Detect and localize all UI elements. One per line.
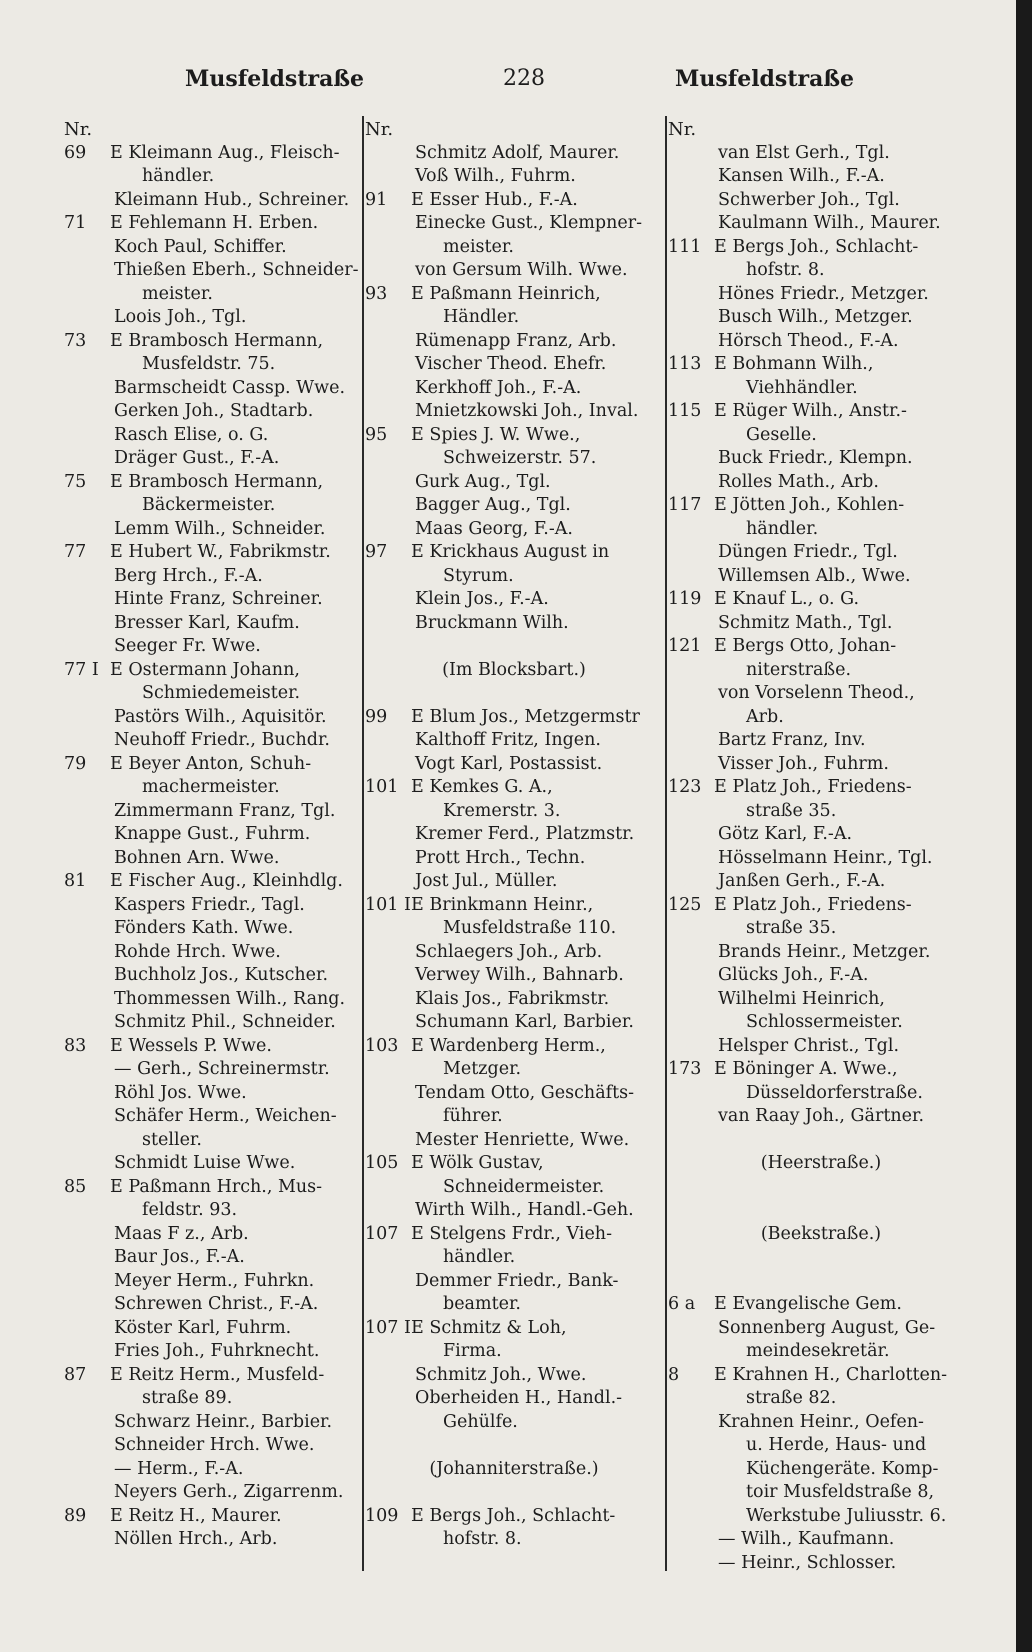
house-entry	[365, 189, 663, 213]
owner-entry: E Stelgens Frdr., Vieh-	[411, 1223, 612, 1244]
resident-entry: Loois Joh., Tgl.	[114, 307, 247, 327]
owner-entry: E Krickhaus August in	[411, 542, 610, 562]
directory-column-3	[668, 118, 974, 1575]
owner-entry: E Bergs Joh., Schlacht-	[411, 1505, 616, 1526]
house-entry	[64, 753, 360, 777]
resident-entry: Maas F z., Arb.	[114, 1223, 249, 1244]
house-number: 113	[668, 354, 702, 374]
owner-entry: E Brambosch Hermann,	[110, 471, 324, 492]
house-entry	[668, 1364, 974, 1388]
house-number: 99	[365, 706, 388, 727]
house-entry	[365, 1035, 663, 1059]
owner-entry: E Reitz Herm., Musfeld-	[110, 1364, 325, 1385]
resident-entry: — Herm., F.-A.	[114, 1458, 244, 1479]
resident-entry: Bohnen Arn. Wwe.	[114, 847, 280, 868]
resident-entry: Lemm Wilh., Schneider.	[114, 518, 326, 539]
house-entry	[64, 471, 360, 495]
owner-entry: E Fischer Aug., Kleinhdlg.	[110, 871, 343, 891]
owner-entry: E Bergs Joh., Schlacht-	[714, 236, 919, 257]
house-entry	[365, 1152, 663, 1176]
resident-entry: Dräger Gust., F.-A.	[114, 448, 280, 468]
resident-entry: Seeger Fr. Wwe.	[114, 636, 261, 656]
resident-entry: Hinte Franz, Schreiner.	[114, 589, 323, 609]
house-number: 111	[668, 236, 702, 257]
owner-entry: E Schmitz & Loh,	[411, 1317, 567, 1338]
directory-column-1	[64, 118, 360, 1552]
resident-entry: Schwerber Joh., Tgl.	[718, 189, 900, 210]
house-entry	[668, 494, 974, 518]
house-number: 103	[365, 1035, 399, 1056]
entry-continuation: Händler.	[443, 307, 520, 327]
resident-entry: Neyers Gerh., Zigarrenm.	[114, 1482, 344, 1502]
resident-entry: Koch Paul, Schiffer.	[114, 236, 287, 257]
house-entry	[365, 424, 663, 448]
entry-continuation: toir Musfeldstraße 8,	[746, 1482, 935, 1502]
spacer	[668, 1270, 974, 1294]
house-entry	[64, 330, 360, 354]
resident-entry: Oberheiden H., Handl.-	[415, 1388, 623, 1408]
house-number: 101	[365, 777, 399, 797]
house-number: 123	[668, 777, 702, 797]
resident-entry: — Wilh., Kaufmann.	[718, 1529, 895, 1549]
house-entry	[64, 870, 360, 894]
resident-entry: Busch Wilh., Metzger.	[718, 307, 913, 327]
house-entry	[668, 236, 974, 260]
house-number: 89	[64, 1505, 87, 1526]
resident-entry: Janßen Gerh., F.-A.	[718, 871, 886, 891]
spacer	[668, 1246, 974, 1270]
house-number: 79	[64, 753, 87, 774]
resident-entry: Baur Jos., F.-A.	[114, 1247, 245, 1267]
entry-continuation: niterstraße.	[746, 659, 852, 680]
entry-continuation: Gehülfe.	[443, 1411, 518, 1432]
entry-continuation: händler.	[142, 166, 215, 186]
resident-entry: Thießen Eberh., Schneider-	[114, 260, 359, 280]
house-entry	[64, 541, 360, 565]
column-label: Nr.	[64, 119, 93, 140]
house-entry	[668, 588, 974, 612]
house-number: 121	[668, 636, 702, 656]
resident-entry: Rasch Elise, o. G.	[114, 424, 269, 445]
spacer	[365, 1481, 663, 1505]
house-number: 85	[64, 1176, 87, 1197]
resident-entry: Kaulmann Wilh., Maurer.	[718, 213, 941, 233]
resident-entry: Thommessen Wilh., Rang.	[114, 988, 346, 1009]
owner-entry: E Böninger A. Wwe.,	[714, 1059, 898, 1079]
spacer	[365, 1434, 663, 1458]
owner-entry: E Rüger Wilh., Anstr.-	[714, 401, 907, 421]
house-entry	[668, 894, 974, 918]
spacer	[668, 1129, 974, 1153]
owner-entry: E Paßmann Hrch., Mus-	[110, 1176, 323, 1197]
resident-entry: Schumann Karl, Barbier.	[415, 1012, 634, 1032]
resident-entry: Klein Jos., F.-A.	[415, 589, 549, 609]
resident-entry: Schwarz Heinr., Barbier.	[114, 1411, 333, 1432]
resident-entry: Maas Georg, F.-A.	[415, 518, 573, 539]
resident-entry: Kremer Ferd., Platzmstr.	[415, 824, 635, 844]
resident-entry: Berg Hrch., F.-A.	[114, 565, 263, 586]
resident-entry: Schmitz Adolf, Maurer.	[415, 142, 620, 163]
resident-entry: Fries Joh., Fuhrknecht.	[114, 1341, 320, 1361]
spacer	[365, 682, 663, 706]
house-entry	[668, 400, 974, 424]
house-number: 101 I	[365, 894, 411, 915]
house-number: 95	[365, 424, 388, 445]
entry-continuation: beamter.	[443, 1294, 521, 1314]
entry-continuation: steller.	[142, 1129, 202, 1150]
house-number: 69	[64, 142, 87, 163]
owner-entry: E Kemkes G. A.,	[411, 777, 553, 797]
resident-entry: Kansen Wilh., F.-A.	[718, 166, 885, 186]
entry-continuation: straße 35.	[746, 800, 837, 821]
owner-entry: E Platz Joh., Friedens-	[714, 777, 912, 797]
owner-entry: E Wardenberg Herm.,	[411, 1035, 606, 1056]
entry-continuation: meister.	[142, 283, 213, 304]
resident-entry: Brands Heinr., Metzger.	[718, 941, 931, 962]
house-number: 77 I	[64, 659, 99, 680]
house-number: 6 a	[668, 1294, 696, 1314]
resident-entry: Klais Jos., Fabrikmstr.	[415, 988, 610, 1009]
owner-entry: E Platz Joh., Friedens-	[714, 894, 912, 915]
resident-entry: Zimmermann Franz, Tgl.	[114, 800, 336, 821]
entry-continuation: händler.	[746, 518, 819, 539]
resident-entry: Wirth Wilh., Handl.-Geh.	[415, 1200, 634, 1220]
resident-entry: Meyer Herm., Fuhrkn.	[114, 1270, 315, 1291]
house-entry	[668, 635, 974, 659]
running-head-left: Musfeldstraße	[185, 66, 365, 92]
entry-continuation: Arb.	[746, 706, 784, 727]
resident-entry: Düngen Friedr., Tgl.	[718, 542, 898, 562]
entry-continuation: meindesekretär.	[746, 1341, 890, 1361]
resident-entry: Prott Hrch., Techn.	[415, 847, 586, 868]
resident-entry: van Elst Gerh., Tgl.	[718, 142, 890, 163]
entry-continuation: Firma.	[443, 1341, 502, 1361]
resident-entry: Rümenapp Franz, Arb.	[415, 330, 617, 351]
section-heading: (Im Blocksbart.)	[442, 659, 586, 680]
owner-entry: E Bergs Otto, Johan-	[714, 636, 897, 656]
entry-continuation: Musfeldstraße 110.	[443, 918, 617, 938]
resident-entry: Mnietzkowski Joh., Inval.	[415, 401, 639, 421]
owner-entry: E Krahnen H., Charlotten-	[714, 1364, 948, 1385]
entry-continuation: machermeister.	[142, 777, 280, 797]
resident-entry: Vischer Theod. Ehefr.	[415, 354, 607, 374]
resident-entry: Schrewen Christ., F.-A.	[114, 1294, 319, 1314]
owner-entry: E Blum Jos., Metzgermstr	[411, 706, 640, 727]
resident-entry: Krahnen Heinr., Oefen-	[718, 1411, 924, 1432]
house-entry	[365, 1505, 663, 1529]
entry-continuation: Geselle.	[746, 424, 817, 445]
resident-entry: Bruckmann Wilh.	[415, 612, 569, 633]
resident-entry: Verwey Wilh., Bahnarb.	[415, 965, 624, 985]
house-number: 173	[668, 1059, 702, 1079]
house-number: 125	[668, 894, 702, 915]
resident-entry: Barmscheidt Cassp. Wwe.	[114, 377, 346, 398]
house-number: 109	[365, 1505, 399, 1526]
owner-entry: E Hubert W., Fabrikmstr.	[110, 542, 331, 562]
resident-entry: Pastörs Wilh., Aquisitör.	[114, 706, 327, 727]
owner-entry: E Knauf L., o. G.	[714, 589, 860, 609]
entry-continuation: Kremerstr. 3.	[443, 800, 561, 821]
house-number: 83	[64, 1035, 87, 1056]
house-entry	[365, 1317, 663, 1341]
entry-continuation: u. Herde, Haus- und	[746, 1435, 927, 1455]
entry-continuation: Werkstube Juliusstr. 6.	[746, 1505, 947, 1526]
resident-entry: van Raay Joh., Gärtner.	[718, 1106, 925, 1126]
resident-entry: Schneider Hrch. Wwe.	[114, 1435, 315, 1455]
owner-entry: E Reitz H., Maurer.	[110, 1505, 282, 1526]
entry-continuation: führer.	[443, 1106, 503, 1126]
owner-entry: E Beyer Anton, Schuh-	[110, 753, 312, 774]
resident-entry: Hönes Friedr., Metzger.	[718, 283, 929, 304]
resident-entry: Willemsen Alb., Wwe.	[718, 565, 911, 586]
owner-entry: E Kleimann Aug., Fleisch-	[110, 142, 340, 163]
page-edge	[1016, 0, 1032, 1652]
owner-entry: E Paßmann Heinrich,	[411, 283, 601, 304]
entry-continuation: hofstr. 8.	[746, 260, 825, 280]
resident-entry: Schmitz Math., Tgl.	[718, 612, 893, 633]
owner-entry: E Jötten Joh., Kohlen-	[714, 495, 905, 515]
house-number: 87	[64, 1364, 87, 1385]
resident-entry: Kalthoff Fritz, Ingen.	[415, 730, 601, 750]
house-entry	[668, 1058, 974, 1082]
house-number: 71	[64, 213, 87, 233]
entry-continuation: Küchengeräte. Komp-	[746, 1458, 939, 1479]
house-entry	[365, 894, 663, 918]
house-entry	[64, 1505, 360, 1529]
owner-entry: E Wölk Gustav,	[411, 1153, 544, 1173]
house-entry	[64, 1035, 360, 1059]
entry-continuation: Styrum.	[443, 565, 514, 586]
entry-continuation: händler.	[443, 1247, 516, 1267]
house-number: 73	[64, 330, 87, 351]
spacer	[668, 1176, 974, 1200]
entry-continuation: Schweizerstr. 57.	[443, 448, 597, 468]
resident-entry: Buchholz Jos., Kutscher.	[114, 965, 329, 985]
house-entry	[64, 212, 360, 236]
house-number: 107	[365, 1223, 399, 1244]
resident-entry: Demmer Friedr., Bank-	[415, 1270, 619, 1291]
resident-entry: Neuhoff Friedr., Buchdr.	[114, 730, 330, 750]
resident-entry: Schlaegers Joh., Arb.	[415, 941, 603, 962]
resident-entry: Buck Friedr., Klempn.	[718, 448, 913, 468]
resident-entry: von Gersum Wilh. Wwe.	[415, 260, 628, 280]
resident-entry: Knappe Gust., Fuhrm.	[114, 824, 311, 844]
resident-entry: Schmidt Luise Wwe.	[114, 1153, 296, 1173]
resident-entry: Visser Joh., Fuhrm.	[718, 753, 889, 774]
house-entry	[64, 659, 360, 683]
entry-continuation: straße 82.	[746, 1388, 837, 1408]
resident-entry: Götz Karl, F.-A.	[718, 824, 853, 844]
section-heading: (Johanniterstraße.)	[429, 1458, 599, 1479]
resident-entry: Röhl Jos. Wwe.	[114, 1082, 247, 1103]
resident-entry: Einecke Gust., Klempner-	[415, 213, 643, 233]
house-number: 117	[668, 495, 702, 515]
house-entry	[365, 1223, 663, 1247]
house-number: 8	[668, 1364, 680, 1385]
column-label: Nr.	[365, 119, 394, 140]
entry-continuation: Schlossermeister.	[746, 1012, 903, 1032]
column-label: Nr.	[668, 119, 697, 140]
house-number: 107 I	[365, 1317, 411, 1338]
owner-entry: E Ostermann Johann,	[110, 659, 300, 680]
entry-continuation: Düsseldorferstraße.	[746, 1082, 923, 1103]
resident-entry: Hörsch Theod., F.-A.	[718, 330, 899, 351]
house-number: 115	[668, 401, 702, 421]
entry-continuation: meister.	[443, 236, 514, 257]
resident-entry: Schmitz Joh., Wwe.	[415, 1364, 587, 1385]
resident-entry: Vogt Karl, Postassist.	[415, 753, 603, 774]
entry-continuation: Schmiedemeister.	[142, 683, 301, 703]
resident-entry: — Heinr., Schlosser.	[718, 1552, 897, 1573]
house-entry	[365, 706, 663, 730]
resident-entry: Schäfer Herm., Weichen-	[114, 1106, 337, 1126]
resident-entry: Jost Jul., Müller.	[415, 871, 558, 891]
resident-entry: Rohde Hrch. Wwe.	[114, 941, 281, 962]
column-divider	[665, 116, 667, 1571]
entry-continuation: hofstr. 8.	[443, 1529, 522, 1549]
resident-entry: Mester Henriette, Wwe.	[415, 1129, 630, 1150]
house-entry	[668, 776, 974, 800]
section-heading: (Heerstraße.)	[760, 1153, 882, 1173]
spacer	[365, 635, 663, 659]
resident-entry: Tendam Otto, Geschäfts-	[415, 1082, 635, 1103]
owner-entry: E Spies J. W. Wwe.,	[411, 424, 581, 445]
resident-entry: von Vorselenn Theod.,	[718, 683, 915, 703]
house-number: 77	[64, 542, 87, 562]
column-divider	[362, 116, 364, 1571]
house-number: 91	[365, 189, 388, 210]
resident-entry: Kerkhoff Joh., F.-A.	[415, 377, 582, 398]
resident-entry: Glücks Joh., F.-A.	[718, 965, 869, 985]
resident-entry: — Gerh., Schreinermstr.	[114, 1059, 330, 1079]
house-entry	[668, 1293, 974, 1317]
owner-entry: E Bohmann Wilh.,	[714, 354, 874, 374]
resident-entry: Sonnenberg August, Ge-	[718, 1317, 936, 1338]
resident-entry: Hösselmann Heinr., Tgl.	[718, 847, 933, 868]
resident-entry: Voß Wilh., Fuhrm.	[415, 166, 576, 186]
owner-entry: E Brambosch Hermann,	[110, 330, 324, 351]
house-entry	[365, 541, 663, 565]
house-number: 75	[64, 471, 87, 492]
house-entry	[668, 353, 974, 377]
house-entry	[64, 1176, 360, 1200]
directory-column-2	[365, 118, 663, 1552]
resident-entry: Helsper Christ., Tgl.	[718, 1035, 900, 1056]
page-number: 228	[503, 66, 545, 91]
house-number: 97	[365, 542, 388, 562]
resident-entry: Rolles Math., Arb.	[718, 471, 879, 492]
entry-continuation: straße 89.	[142, 1388, 233, 1408]
owner-entry: E Evangelische Gem.	[714, 1294, 902, 1314]
owner-entry: E Wessels P. Wwe.	[110, 1035, 272, 1056]
running-head-right: Musfeldstraße	[675, 66, 855, 92]
resident-entry: Kleimann Hub., Schreiner.	[114, 189, 350, 210]
owner-entry: E Esser Hub., F.-A.	[411, 189, 578, 210]
entry-continuation: Schneidermeister.	[443, 1176, 605, 1197]
spacer	[668, 1199, 974, 1223]
resident-entry: Bartz Franz, Inv.	[718, 730, 866, 750]
resident-entry: Kaspers Friedr., Tagl.	[114, 894, 305, 915]
house-entry	[64, 1364, 360, 1388]
house-number: 105	[365, 1153, 399, 1173]
resident-entry: Bresser Karl, Kaufm.	[114, 612, 300, 633]
resident-entry: Schmitz Phil., Schneider.	[114, 1012, 336, 1032]
resident-entry: Wilhelmi Heinrich,	[718, 988, 885, 1009]
entry-continuation: Bäckermeister.	[142, 495, 276, 515]
section-heading: (Beekstraße.)	[760, 1223, 882, 1244]
resident-entry: Gurk Aug., Tgl.	[415, 471, 551, 492]
resident-entry: Köster Karl, Fuhrm.	[114, 1317, 292, 1338]
house-number: 93	[365, 283, 388, 304]
entry-continuation: Viehhändler.	[746, 377, 858, 398]
house-number: 119	[668, 589, 702, 609]
resident-entry: Nöllen Hrch., Arb.	[114, 1529, 278, 1549]
house-entry	[365, 283, 663, 307]
entry-continuation: Metzger.	[443, 1059, 522, 1079]
entry-continuation: straße 35.	[746, 918, 837, 938]
house-entry	[64, 142, 360, 166]
owner-entry: E Fehlemann H. Erben.	[110, 213, 319, 233]
house-number: 81	[64, 871, 87, 891]
entry-continuation: Musfeldstr. 75.	[142, 354, 276, 374]
house-entry	[365, 776, 663, 800]
resident-entry: Gerken Joh., Stadtarb.	[114, 401, 314, 421]
entry-continuation: feldstr. 93.	[142, 1200, 238, 1220]
resident-entry: Bagger Aug., Tgl.	[415, 495, 571, 515]
owner-entry: E Brinkmann Heinr.,	[411, 894, 594, 915]
resident-entry: Fönders Kath. Wwe.	[114, 918, 294, 938]
